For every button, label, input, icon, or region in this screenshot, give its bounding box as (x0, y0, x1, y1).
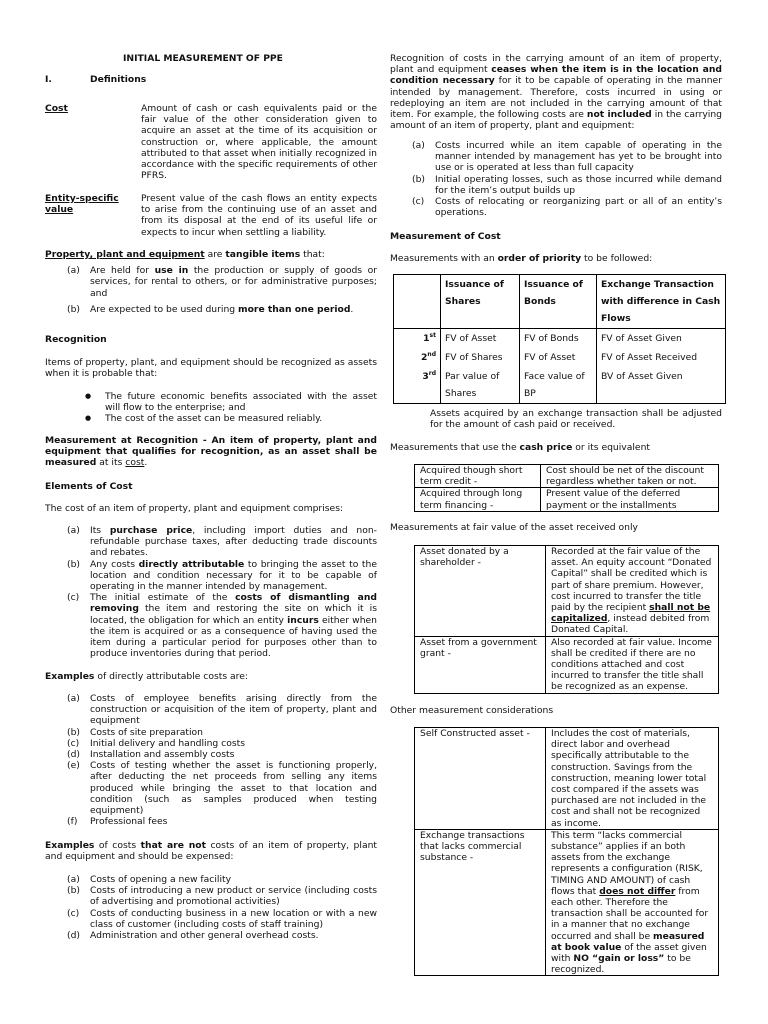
text: to be followed: (581, 253, 653, 264)
text: for it to be capable of operating in the manner intended by management. Therefore, costs incurred in using or redeploying an item are not included in the carrying amount of that item. For example, the following costs are (390, 75, 722, 121)
item-label: (c) (412, 196, 425, 208)
ceases-paragraph (390, 53, 722, 131)
text: Administration and other general overhead costs. (90, 930, 319, 942)
priority-table (393, 274, 726, 404)
measurement-of-cost-heading: Measurement of Cost (390, 231, 501, 242)
emph: measured at book value (551, 930, 705, 953)
page-title: INITIAL MEASUREMENT OF PPE (123, 53, 283, 64)
text: Measurements that use the (390, 442, 520, 453)
emph: does not differ (599, 885, 676, 897)
list-item (45, 749, 377, 760)
item-label: (b) (67, 303, 81, 315)
text: Costs incurred while an item capable of operating in the manner intended by management has yet to be brought into use or is operated at less than full capacity (435, 140, 722, 174)
list-item (45, 816, 377, 827)
text: Measurements with an (390, 253, 498, 264)
not-costs-intro (45, 840, 377, 862)
item-label: (a) (412, 140, 425, 151)
text: Initial delivery and handling costs (90, 737, 245, 749)
list-item (45, 525, 377, 559)
table-header-cell: Issuance of Shares (441, 275, 520, 329)
fair-value-intro: Measurements at fair value of the asset received only (390, 522, 638, 533)
table-row (394, 348, 726, 367)
emph: that are not (140, 840, 206, 851)
emph: cash price (519, 442, 573, 453)
cash-price-intro (390, 442, 722, 453)
text: Costs of opening a new facility (90, 874, 232, 885)
item-label: (a) (67, 525, 80, 536)
emph: incurs (287, 614, 319, 626)
table-cell: Acquired though short term credit - (415, 465, 541, 488)
text: of directly attributable costs are: (94, 671, 249, 682)
emph: Examples (45, 671, 95, 682)
emph: use in (154, 265, 189, 277)
list-item (45, 304, 377, 315)
not-costs-list (45, 874, 377, 941)
table-header-row (394, 275, 726, 329)
table-row (415, 488, 719, 511)
item-label: (e) (67, 760, 80, 772)
table-row (394, 329, 726, 349)
text: Any costs (90, 558, 139, 570)
table-row (415, 636, 719, 693)
text: the production or supply of goods or services, for rental to others, or for administrative purposes; and (90, 265, 377, 299)
text: are (204, 249, 226, 260)
item-label: (f) (67, 816, 78, 828)
recognition-bullets (45, 391, 377, 425)
table-cell (546, 829, 719, 976)
text: . (144, 457, 148, 469)
text: Professional fees (90, 816, 168, 828)
other-considerations-intro: Other measurement considerations (390, 705, 554, 716)
ppe-block (45, 249, 377, 315)
list-item (45, 265, 377, 299)
examples-intro (45, 671, 377, 682)
text: Recognition of costs in the carrying amount of an item of property, plant and equipment (390, 53, 722, 76)
text: Costs of conducting business in a new location or with a new class of customer (including costs of staff training) (90, 907, 377, 930)
ppe-term: Property, plant and equipment (45, 249, 205, 260)
table-cell: FV of Asset (520, 348, 597, 367)
list-item (390, 140, 722, 174)
table-cell: Present value of the deferred payment or the installments (541, 488, 719, 511)
list-item (45, 930, 377, 941)
table-cell: FV of Asset (441, 329, 520, 349)
item-label: (a) (67, 874, 80, 885)
bullet-item: ● The future economic benefits associated with the asset will flow to the enterprise; and (45, 391, 377, 413)
table-cell: Exchange transactions that lacks commercial substance - (415, 829, 546, 976)
rank-number: 1 (423, 333, 430, 344)
table-cell: FV of Asset Received (597, 348, 726, 367)
text: the item and restoring the site on which it is located, the obligation for which an entity (90, 603, 377, 626)
elements-text: The cost of an item of property, plant and equipment comprises: (45, 503, 344, 514)
other-considerations-table (414, 727, 719, 976)
definition-body: Present value of the cash flows an entity expects to arise from the continuing use of an asset and from its disposal at the end of its useful life or expects to incur when settling a liability. (141, 193, 377, 238)
item-label: (a) (67, 265, 80, 277)
table-cell: Par value of Shares (441, 367, 520, 404)
item-label: (d) (67, 930, 81, 942)
recognition-text: Items of property, plant, and equipment should be recognized as assets when it is probable that: (45, 357, 377, 380)
item-label: (c) (67, 737, 80, 749)
emph: shall not be capitalized (551, 602, 711, 625)
text: This term “lacks commercial substance” applies if an both assets from the exchange represents a configuration (RISK, TIMING AND AMOUNT) of cash flows that (551, 829, 703, 897)
text: Costs of introducing a new product or service (including costs of advertising and promotional activities) (90, 885, 377, 908)
table-cell: Includes the cost of materials, direct labor and overhead specifically attributable to the construction. Savings from the construction, meaning lower total cost compared if the assets was purchased are not included in the cost and shall not be recognized as income. (546, 728, 719, 830)
table-cell: Also recorded at fair value. Income shall be credited if there are no conditions attached and cost incurred to transfer the title shall be recognized as an expense. (546, 636, 719, 693)
text: from each other. Therefore the transaction shall be accounted for in a manner that no exchange occurred and shall be (551, 885, 709, 942)
tangible-items: tangible items (225, 249, 301, 260)
text: Recorded at the fair value of the asset. An equity account “Donated Capital” shall be credited which is part of share premium. However, cost incurred to transfer the title paid by the recipient (551, 546, 712, 614)
list-item (45, 693, 377, 727)
rank-cell (394, 348, 441, 367)
emph: NO “gain or loss” (573, 953, 665, 965)
definition-term: Entity-specific value (45, 193, 119, 216)
table-cell: FV of Asset Given (597, 329, 726, 349)
text: . (350, 303, 354, 315)
measurement-at-recognition (45, 435, 377, 469)
list-item (45, 874, 377, 885)
text: Costs of relocating or reorganizing part or all of an entity’s operations. (435, 196, 722, 219)
table-cell: Asset donated by a shareholder - (415, 546, 546, 637)
text: at its (96, 457, 126, 469)
rank-number: 3 (422, 371, 429, 382)
list-item (45, 559, 377, 593)
emph: purchase price (109, 525, 193, 536)
section-heading (45, 74, 147, 85)
text: either when the item is acquired or as a consequence of having used the item during a particular period for purposes other than to produce inventories during that period. (90, 614, 377, 660)
definition-term: Cost (45, 103, 68, 114)
rank-cell (394, 329, 441, 349)
table-corner-cell (394, 275, 441, 329)
emph: directly attributable (138, 558, 245, 570)
rank-number: 2 (421, 352, 428, 363)
text: Costs of site preparation (90, 726, 203, 738)
rank-suffix: rd (428, 369, 436, 377)
table-cell: Acquired through long term financing - (415, 488, 541, 511)
item-label: (b) (412, 173, 426, 185)
elements-list (45, 525, 377, 659)
text: of costs (94, 840, 141, 851)
table-row (415, 465, 719, 488)
list-item (45, 885, 377, 907)
list-item (390, 174, 722, 196)
section-number: I. (45, 74, 52, 85)
table-row (415, 728, 719, 830)
emph: more than one period (238, 303, 351, 315)
text: Are expected to be used during (90, 303, 239, 315)
table-header-cell: Exchange Transaction with difference in Cash Flows (597, 275, 726, 329)
text: of the asset given with (551, 941, 707, 965)
emph: not included (586, 109, 652, 121)
item-label: (c) (67, 592, 80, 604)
text: Costs of employee benefits arising directly from the construction or acquisition of the item of property, plant and equipment (90, 693, 377, 727)
text: Initial operating losses, such as those incurred while demand for the item’s output builds up (435, 173, 722, 196)
text: The initial estimate of the (90, 592, 236, 604)
item-label: (c) (67, 907, 80, 919)
ppe-list (45, 265, 377, 315)
not-included-list (390, 140, 722, 218)
list-item (45, 908, 377, 930)
text: that: (300, 249, 325, 260)
emph: Examples (45, 840, 95, 851)
table-row (415, 829, 719, 976)
priority-intro (390, 253, 722, 264)
text: in the carrying amount of an item of property, plant and equipment: (390, 109, 722, 132)
table-cell: FV of Bonds (520, 329, 597, 349)
list-item (45, 727, 377, 738)
item-label: (b) (67, 885, 81, 897)
table-header-cell: Issuance of Bonds (520, 275, 597, 329)
fair-value-table (414, 545, 719, 694)
text: costs of an item of property, plant and equipment and should be expensed: (45, 840, 377, 863)
ppe-intro (45, 249, 377, 260)
text: or its equivalent (572, 442, 651, 453)
cost-link-text: cost (125, 457, 145, 469)
table-cell (546, 546, 719, 637)
bullet-item: ● The cost of the asset can be measured reliably. (45, 413, 377, 424)
table-cell: Asset from a government grant - (415, 636, 546, 693)
item-label: (b) (67, 726, 81, 738)
exchange-note: Assets acquired by an exchange transaction shall be adjusted for the amount of cash paid or received. (430, 408, 722, 431)
list-item (45, 738, 377, 749)
text: Its (90, 525, 110, 536)
text: to be recognized. (551, 953, 691, 976)
list-item (45, 592, 377, 659)
emph: ceases when the item is in the location and condition necessary (390, 64, 722, 87)
text: to bringing the asset to the location and condition necessary for it to be capable of operating in the manner intended by management. (90, 558, 378, 593)
item-label: (b) (67, 558, 81, 570)
rank-suffix: nd (427, 350, 436, 358)
table-cell: FV of Shares (441, 348, 520, 367)
table-cell: Face value of BP (520, 367, 597, 404)
list-item (390, 196, 722, 218)
item-label: (a) (67, 693, 80, 704)
text: Are held for (90, 265, 155, 277)
table-row (415, 546, 719, 637)
recognition-heading: Recognition (45, 334, 107, 345)
examples-list (45, 693, 377, 827)
item-label: (d) (67, 749, 81, 761)
table-cell: Self Constructed asset - (415, 728, 546, 830)
definition-body: Amount of cash or cash equivalents paid or the fair value of the other consideration given to acquire an asset at the time of its acquisition or construction or, where applicable, the amount attributed to that asset when initially recognized in accordance with the specific requirements of other PFRS. (141, 103, 377, 182)
emph: Measurement at Recognition - An item of property, plant and equipment that qualifies for recognition, as an asset shall be measured (45, 435, 377, 469)
text: , including import duties and non-refundable purchase taxes, after deducting trade discounts and rebates. (90, 525, 377, 559)
emph: costs of dismantling and removing (90, 592, 378, 615)
text: Installation and assembly costs (90, 749, 235, 761)
table-row (394, 367, 726, 404)
emph: order of priority (497, 253, 582, 264)
table-cell: BV of Asset Given (597, 367, 726, 404)
table-cell: Cost should be net of the discount regardless whether taken or not. (541, 465, 719, 488)
rank-cell (394, 367, 441, 404)
text: Costs of testing whether the asset is functioning properly, after deducting the net proceeds from selling any items produced while bringing the asset to that location and condition (such as samples produced when testing equipment) (90, 760, 377, 817)
section-title: Definitions (90, 74, 147, 85)
elements-heading: Elements of Cost (45, 481, 133, 492)
rank-suffix: st (429, 331, 436, 339)
list-item (45, 760, 377, 816)
text: , instead debited from Donated Capital. (551, 613, 710, 636)
cash-price-table (414, 464, 719, 512)
